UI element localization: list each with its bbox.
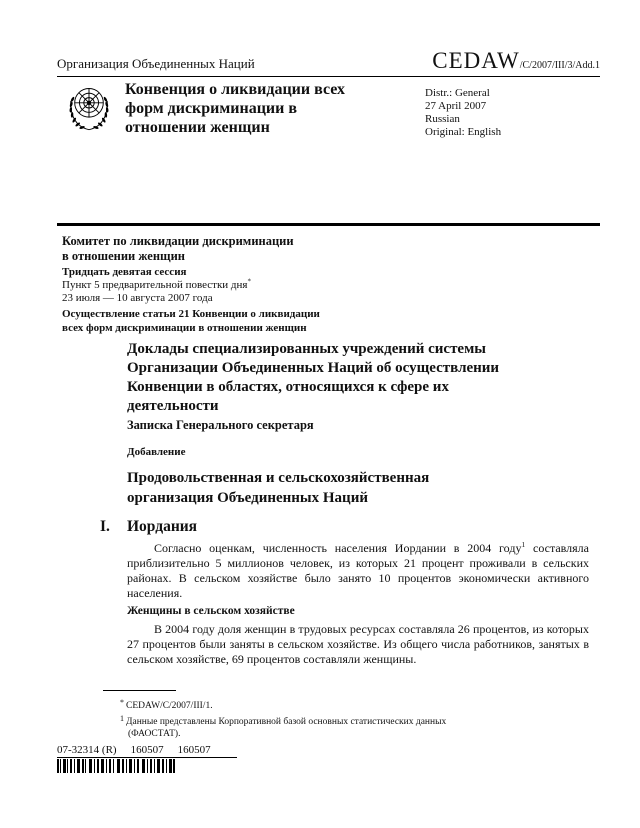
paragraph-women-labour: В 2004 году доля женщин в трудовых ресурсах составляла 26 процентов, из которых 27 процентов были заняты в сельском хозяйстве. Из общего числа работников, занятых в сельском хозяйстве, 69 процентов составляли женщины. — [127, 622, 589, 666]
committee-block — [62, 234, 320, 335]
implementation-line: всех форм дискриминации в отношении женщин — [62, 322, 307, 334]
session-dates: 23 июля — 10 августа 2007 года — [62, 292, 213, 304]
job-number: 07-32314 (R) — [57, 744, 117, 756]
un-org-name: Организация Объединенных Наций — [57, 56, 255, 71]
para1-text-continued: составляла приблизительно 5 миллионов человек, из которых 21 процент проживали в сельских районах. В сельском хозяйстве было занято 10 процентов экономически активного населения. — [127, 541, 589, 600]
section-divider-rule — [57, 223, 600, 226]
section-heading — [100, 518, 197, 536]
implementation-line: Осуществление статьи 21 Конвенции о ликвидации — [62, 308, 320, 320]
section-number: I. — [100, 518, 110, 535]
convention-title — [125, 80, 345, 137]
footnote-star-text: CEDAW/C/2007/III/1. — [126, 701, 213, 711]
doc-symbol-suffix: /C/2007/III/3/Add.1 — [519, 60, 600, 71]
fao-org-title — [127, 468, 429, 508]
addendum-label: Добавление — [127, 446, 186, 458]
fao-org-title-line: организация Объединенных Наций — [127, 490, 368, 506]
footer-rule — [57, 757, 237, 758]
footnote-star-marker: * — [120, 698, 124, 707]
footnotes-block — [112, 697, 472, 741]
section-title: Иордания — [127, 518, 198, 535]
main-title-line: Доклады специализированных учреждений системы — [127, 341, 487, 357]
distr-line: Distr.: General — [425, 87, 490, 99]
barcode — [57, 759, 175, 773]
footnote-one — [112, 713, 480, 741]
document-symbol — [432, 48, 600, 74]
document-control-number — [57, 744, 225, 756]
footnote-reference-1: 1 — [521, 540, 526, 549]
footnote-separator-rule — [103, 690, 176, 691]
footnote-one-marker: 1 — [120, 713, 124, 723]
main-title-line: Организации Объединенных Наций об осуществлении — [127, 360, 500, 376]
convention-title-line: форм дискриминации в — [125, 100, 298, 117]
distribution-info — [425, 87, 501, 139]
main-title-line: деятельности — [127, 398, 219, 414]
un-emblem-icon — [63, 82, 115, 134]
distr-date: 27 April 2007 — [425, 100, 487, 112]
convention-title-line: отношении женщин — [125, 119, 270, 136]
distr-original: Original: English — [425, 126, 502, 138]
distr-language: Russian — [425, 113, 460, 125]
doc-series-cedaw: CEDAW — [432, 48, 520, 73]
subheading-women-agriculture: Женщины в сельском хозяйстве — [127, 605, 295, 617]
agenda-item — [62, 279, 320, 292]
note-by-secretary-general: Записка Генерального секретаря — [127, 418, 314, 432]
session-label: Тридцать девятая сессия — [62, 266, 187, 278]
footer-date: 160507 — [130, 744, 164, 756]
convention-title-line: Конвенция о ликвидации всех — [125, 81, 346, 98]
agenda-item-footnote-marker: * — [247, 277, 251, 286]
committee-name-line: в отношении женщин — [62, 249, 185, 263]
committee-name-line: Комитет по ликвидации дискриминации — [62, 234, 294, 248]
footer-date: 160507 — [177, 744, 211, 756]
document-main-title — [127, 340, 499, 416]
header-rule — [57, 76, 600, 77]
agenda-item-text: Пункт 5 предварительной повестки дня — [62, 279, 248, 291]
para1-text: Согласно оценкам, численность населения Иордании в 2004 году — [154, 541, 522, 555]
paragraph-population — [127, 541, 589, 601]
main-title-line: Конвенции в областях, относящихся к сфере их — [127, 379, 449, 395]
footnote-star — [112, 697, 472, 713]
footnote-one-text: Данные представлены Корпоративной базой основных статистических данных (ФАОСТАТ). — [126, 716, 447, 739]
fao-org-title-line: Продовольственная и сельскохозяйственная — [127, 470, 430, 486]
